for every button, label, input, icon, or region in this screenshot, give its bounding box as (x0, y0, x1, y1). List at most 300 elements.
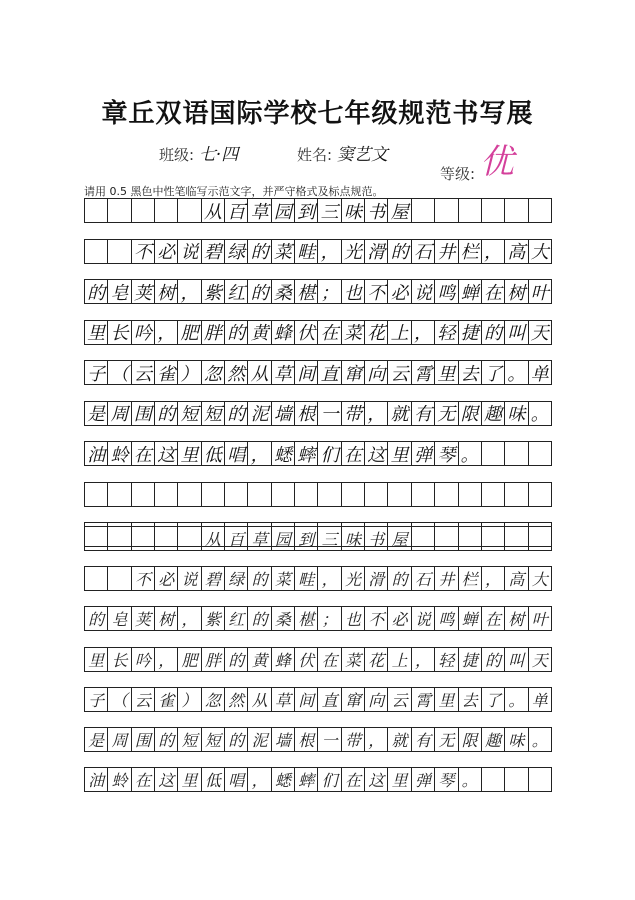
grid-cell (202, 483, 225, 506)
grid-cell: 的 (225, 321, 248, 344)
grid-cell: ） (178, 361, 201, 384)
grid-cell (108, 567, 131, 590)
grid-cell: 红 (225, 280, 248, 303)
grid-cell: 短 (202, 728, 225, 751)
grid-cell: 百 (225, 527, 248, 550)
grid-row (84, 727, 552, 752)
grid-cell: 不 (132, 240, 155, 263)
grid-cell: 窜 (342, 688, 365, 711)
grid-cell: ， (412, 321, 435, 344)
instruction-text: 请用 0.5 黑色中性笔临写示范文字，并严守格式及标点规范。 (84, 185, 384, 198)
grid-cell (295, 483, 318, 506)
grid-cell: 蛉 (108, 442, 131, 465)
grid-cell: 周 (108, 402, 131, 425)
grid-cell: 云 (388, 361, 411, 384)
grid-cell: 的 (248, 607, 271, 630)
grid-cell: 栏 (459, 567, 482, 590)
grid-cell: 单 (530, 363, 549, 385)
grade-field (440, 140, 514, 189)
grid-cell: 云 (132, 688, 155, 711)
grid-cell: 弹 (412, 442, 435, 465)
grid-cell: 窜 (342, 361, 365, 384)
grid-cell: 子 (85, 688, 108, 711)
grid-cell: 。 (531, 731, 548, 750)
grid-cell (132, 199, 155, 222)
grid-cell: 里 (85, 648, 108, 671)
grid-cell: 到 (295, 199, 318, 222)
grid-cell: 。 (459, 768, 482, 791)
grid-cell: 草 (248, 199, 271, 222)
grid-cell: 的 (482, 321, 505, 344)
grid-cell: 一 (318, 402, 341, 425)
class-label: 班级: (159, 146, 195, 164)
grid-cell: 上 (388, 321, 411, 344)
grid-cell (132, 483, 155, 506)
name-field (297, 140, 388, 165)
grid-cell: 里 (435, 688, 458, 711)
grid-cell (155, 527, 178, 550)
grid-cell: 滑 (365, 567, 388, 590)
grid-cell: 蛉 (108, 768, 131, 791)
grid-row (84, 198, 552, 223)
grid-cell: 间 (295, 361, 318, 384)
grid-cell: 的 (155, 728, 178, 751)
grid-cell: 带 (342, 402, 365, 425)
grid-row (84, 526, 552, 551)
grid-cell: 是 (85, 402, 108, 425)
grid-cell (178, 199, 201, 222)
grid-cell (459, 483, 482, 506)
grid-cell: ， (482, 567, 505, 590)
grid-cell: 黄 (248, 648, 271, 671)
grid-cell (505, 483, 528, 506)
grid-cell: ， (155, 321, 178, 344)
grid-cell: 味 (342, 527, 365, 550)
grid-cell: 忽 (202, 361, 225, 384)
grid-cell: 轻 (435, 321, 458, 344)
grid-cell: 一 (318, 728, 341, 751)
grid-cell: 栏 (459, 240, 482, 263)
grid-cell: 碧 (202, 567, 225, 590)
grid-cell: 油 (85, 768, 108, 791)
grade-value: 优 (479, 142, 514, 182)
grid-cell: 肥 (178, 321, 201, 344)
grid-cell: 们 (318, 442, 341, 465)
grid-cell: 。 (505, 688, 528, 711)
grid-cell: 琴 (435, 442, 458, 465)
grid-cell: 蜂 (272, 648, 295, 671)
grid-cell: 光 (342, 240, 365, 263)
grid-cell: ， (365, 728, 388, 751)
grid-cell: 然 (225, 688, 248, 711)
grid-cell: 唱 (225, 768, 248, 791)
grid-cell: 。 (530, 404, 549, 425)
grid-cell: 黄 (248, 321, 271, 344)
grid-cell: 高 (505, 567, 528, 590)
grid-row (84, 320, 552, 345)
grid-cell: 低 (202, 768, 225, 791)
grid-cell: 在 (342, 768, 365, 791)
grid-cell: 椹 (295, 607, 318, 630)
grid-cell: 低 (202, 442, 225, 465)
grid-cell: 云 (388, 688, 411, 711)
grid-cell (459, 527, 482, 550)
grid-cell: 琴 (435, 768, 458, 791)
grid-cell: 大 (530, 242, 549, 263)
grid-cell: ， (178, 280, 201, 303)
grid-cell: 说 (178, 567, 201, 590)
grid-cell: 的 (85, 607, 108, 630)
grid-cell: 花 (365, 321, 388, 344)
grid-cell: 捷 (459, 648, 482, 671)
grid-cell: 必 (388, 280, 411, 303)
grid-cell (342, 483, 365, 506)
grid-cell (435, 199, 458, 222)
grid-cell: 的 (482, 648, 505, 671)
grid-row (84, 239, 552, 264)
grid-cell (108, 527, 131, 550)
grid-cell: 说 (178, 240, 201, 263)
grid-cell: 碧 (202, 240, 225, 263)
grid-cell: 三 (318, 527, 341, 550)
grid-cell: 了 (482, 361, 505, 384)
grid-cell: 云 (132, 361, 155, 384)
class-value: 七·四 (198, 145, 239, 165)
grid-cell: 弹 (412, 768, 435, 791)
grid-cell: 从 (248, 688, 271, 711)
grid-cell: 桑 (272, 607, 295, 630)
grid-cell: 必 (155, 567, 178, 590)
grid-cell: ， (318, 567, 341, 590)
grid-cell (529, 527, 551, 550)
grid-cell: 的 (248, 567, 271, 590)
grid-cell: 围 (132, 402, 155, 425)
grid-cell: ， (248, 768, 271, 791)
grid-cell: 味 (505, 402, 528, 425)
grid-cell: 限 (459, 728, 482, 751)
grid-cell: 有 (412, 402, 435, 425)
grid-cell: 里 (178, 768, 201, 791)
grid-cell: 的 (85, 280, 108, 303)
grid-cell: 屋 (388, 199, 411, 222)
grid-cell (85, 527, 108, 550)
grid-cell: 的 (388, 240, 411, 263)
grid-cell: 紫 (202, 280, 225, 303)
grid-cell: ， (318, 240, 341, 263)
grid-cell: 周 (108, 728, 131, 751)
grid-cell: 味 (342, 199, 365, 222)
grid-cell: 园 (272, 199, 295, 222)
grid-cell: 的 (248, 240, 271, 263)
grid-row (84, 360, 552, 385)
grid-cell: 滑 (365, 240, 388, 263)
grid-cell: 大 (531, 570, 548, 590)
grid-cell: 叫 (505, 648, 528, 671)
grid-cell (529, 768, 551, 791)
grid-cell: 伏 (295, 321, 318, 344)
name-value: 窦艺文 (336, 145, 388, 165)
grid-cell (85, 199, 108, 222)
grid-cell: 在 (132, 768, 155, 791)
grid-cell: 吟 (132, 648, 155, 671)
grid-cell: 叶 (531, 610, 548, 630)
grid-cell (435, 527, 458, 550)
grid-cell: 长 (108, 321, 131, 344)
grid-row (84, 441, 552, 466)
grid-cell: 书 (365, 527, 388, 550)
grid-cell: 根 (295, 402, 318, 425)
grid-cell: 这 (155, 768, 178, 791)
grid-cell: 短 (178, 728, 201, 751)
grid-cell: ， (248, 442, 271, 465)
grid-cell: 。 (505, 361, 528, 384)
grid-cell (412, 483, 435, 506)
grid-cell (482, 768, 505, 791)
grid-cell: 鸣 (435, 280, 458, 303)
grade-label: 等级: (440, 165, 476, 183)
grid-cell: 里 (388, 442, 411, 465)
grid-cell: 们 (318, 768, 341, 791)
grid-cell (505, 768, 528, 791)
grid-cell: 蝉 (459, 607, 482, 630)
grid-cell: 里 (178, 442, 201, 465)
grid-row (84, 687, 552, 712)
grid-cell: 在 (482, 280, 505, 303)
grid-cell: 围 (132, 728, 155, 751)
grid-cell: 短 (202, 402, 225, 425)
grid-cell: 在 (482, 607, 505, 630)
grid-cell (272, 483, 295, 506)
grid-cell: 园 (272, 527, 295, 550)
grid-cell: 胖 (202, 648, 225, 671)
grid-cell: 红 (225, 607, 248, 630)
grid-cell: 在 (318, 648, 341, 671)
grid-cell: ， (178, 607, 201, 630)
grid-cell: 荚 (132, 607, 155, 630)
grid-cell: 带 (342, 728, 365, 751)
grid-cell: 胖 (202, 321, 225, 344)
grid-cell: 的 (225, 728, 248, 751)
grid-cell: 不 (132, 567, 155, 590)
grid-cell (248, 483, 271, 506)
grid-cell: 就 (388, 402, 411, 425)
grid-cell: 子 (85, 361, 108, 384)
grid-cell: 菜 (272, 567, 295, 590)
grid-cell: 树 (505, 607, 528, 630)
grid-cell: 无 (435, 728, 458, 751)
grid-cell: 树 (155, 280, 178, 303)
grid-cell: 味 (505, 728, 528, 751)
grid-cell: 墙 (272, 402, 295, 425)
grid-cell: 花 (365, 648, 388, 671)
grid-cell: 畦 (295, 567, 318, 590)
grid-cell: 石 (412, 240, 435, 263)
grid-cell (529, 483, 551, 506)
grid-cell: 从 (202, 527, 225, 550)
grid-cell: 这 (365, 768, 388, 791)
grid-cell: 蝉 (459, 280, 482, 303)
grid-row (84, 279, 552, 304)
grid-cell: 草 (272, 688, 295, 711)
grid-cell: 轻 (435, 648, 458, 671)
grid-cell: 直 (318, 688, 341, 711)
grid-cell: 间 (295, 688, 318, 711)
grid-cell: 三 (318, 199, 341, 222)
grid-cell: 根 (295, 728, 318, 751)
grid-cell (435, 483, 458, 506)
grid-row (84, 606, 552, 631)
grid-cell: 肥 (178, 648, 201, 671)
grid-cell (155, 483, 178, 506)
grid-cell: 去 (459, 361, 482, 384)
grid-cell: 的 (388, 567, 411, 590)
grid-cell (482, 483, 505, 506)
grid-cell: 。 (459, 442, 482, 465)
grid-cell: （ (108, 688, 131, 711)
grid-cell: 叶 (530, 282, 549, 304)
grid-cell: 说 (412, 280, 435, 303)
grid-cell: 荚 (132, 280, 155, 303)
grid-cell: 树 (155, 607, 178, 630)
grid-cell: 的 (155, 402, 178, 425)
grid-cell: 椹 (295, 280, 318, 303)
grid-cell: 的 (225, 402, 248, 425)
grid-cell (178, 527, 201, 550)
grid-cell (155, 199, 178, 222)
grid-cell: 说 (412, 607, 435, 630)
grid-cell (505, 442, 528, 465)
grid-cell: ， (412, 648, 435, 671)
grid-cell: 在 (318, 321, 341, 344)
grid-cell: 去 (459, 688, 482, 711)
grid-cell (225, 483, 248, 506)
grid-cell: 直 (318, 361, 341, 384)
grid-cell: 必 (155, 240, 178, 263)
grid-cell: 树 (505, 280, 528, 303)
grid-cell: 的 (225, 648, 248, 671)
grid-cell: 里 (388, 768, 411, 791)
grid-cell: 长 (108, 648, 131, 671)
grid-cell: 蟋 (272, 442, 295, 465)
grid-cell: 皂 (108, 607, 131, 630)
grid-cell: 趣 (482, 402, 505, 425)
grid-cell: 不 (365, 280, 388, 303)
grid-cell: 有 (412, 728, 435, 751)
grid-cell: 绿 (225, 240, 248, 263)
grid-cell: 屋 (388, 527, 411, 550)
grid-cell: ， (155, 648, 178, 671)
grid-cell: 单 (531, 690, 548, 710)
grid-cell: 捷 (459, 321, 482, 344)
class-field (159, 140, 238, 165)
grid-cell (318, 483, 341, 506)
page-title: 章丘双语国际学校七年级规范书写展 (101, 99, 534, 129)
grid-cell: 蜂 (272, 321, 295, 344)
grid-cell (132, 527, 155, 550)
grid-cell: 井 (435, 567, 458, 590)
grid-cell: ， (482, 240, 505, 263)
grid-cell: 无 (435, 402, 458, 425)
grid-cell (85, 240, 108, 263)
grid-cell (459, 199, 482, 222)
grid-cell: 紫 (202, 607, 225, 630)
grid-cell: 油 (85, 442, 108, 465)
grid-cell: 吟 (132, 321, 155, 344)
grid-cell: 上 (388, 648, 411, 671)
grid-cell: 这 (365, 442, 388, 465)
grid-cell: 趣 (482, 728, 505, 751)
grid-cell (85, 567, 108, 590)
grid-cell (108, 240, 131, 263)
grid-cell: 叫 (505, 321, 528, 344)
grid-row (84, 566, 552, 591)
grid-cell: 短 (178, 402, 201, 425)
grid-cell (85, 483, 108, 506)
grid-cell: 书 (365, 199, 388, 222)
grid-cell: 伏 (295, 648, 318, 671)
grid-cell (505, 199, 528, 222)
grid-cell: 光 (342, 567, 365, 590)
grid-cell: ； (318, 280, 341, 303)
grid-cell: ， (365, 402, 388, 425)
grid-cell: 不 (365, 607, 388, 630)
grid-row (84, 767, 552, 792)
grid-cell: 蟋 (272, 768, 295, 791)
name-label: 姓名: (297, 146, 333, 164)
grid-cell: 向 (365, 361, 388, 384)
grid-cell: （ (108, 361, 131, 384)
grid-cell: 了 (482, 688, 505, 711)
grid-cell: 里 (435, 361, 458, 384)
grid-row (84, 647, 552, 672)
grid-cell (412, 527, 435, 550)
grid-cell: 雀 (155, 688, 178, 711)
grid-cell: 天 (531, 650, 548, 670)
grid-cell: 向 (365, 688, 388, 711)
grid-cell (108, 199, 131, 222)
grid-cell: 霄 (412, 361, 435, 384)
grid-cell: 泥 (248, 402, 271, 425)
grid-cell (388, 483, 411, 506)
grid-cell: 草 (272, 361, 295, 384)
grid-cell (482, 527, 505, 550)
grid-cell: 天 (530, 323, 549, 344)
grid-cell: 忽 (202, 688, 225, 711)
grid-cell: 泥 (248, 728, 271, 751)
grid-cell: 也 (342, 280, 365, 303)
grid-cell: 雀 (155, 361, 178, 384)
grid-cell: 菜 (272, 240, 295, 263)
grid-cell: 石 (412, 567, 435, 590)
grid-cell: 畦 (295, 240, 318, 263)
grid-cell (505, 527, 528, 550)
grid-cell: ） (178, 688, 201, 711)
grid-cell: 里 (85, 321, 108, 344)
grid-cell: 蟀 (295, 442, 318, 465)
grid-cell: 井 (435, 240, 458, 263)
grid-cell: 高 (505, 240, 528, 263)
grid-cell (529, 442, 551, 465)
grid-cell (482, 199, 505, 222)
grid-cell (529, 199, 551, 222)
grid-cell: 在 (132, 442, 155, 465)
grid-cell: 然 (225, 361, 248, 384)
grid-cell: 就 (388, 728, 411, 751)
grid-cell (365, 483, 388, 506)
grid-row (84, 401, 552, 426)
grid-cell: ； (318, 607, 341, 630)
grid-cell: 在 (342, 442, 365, 465)
